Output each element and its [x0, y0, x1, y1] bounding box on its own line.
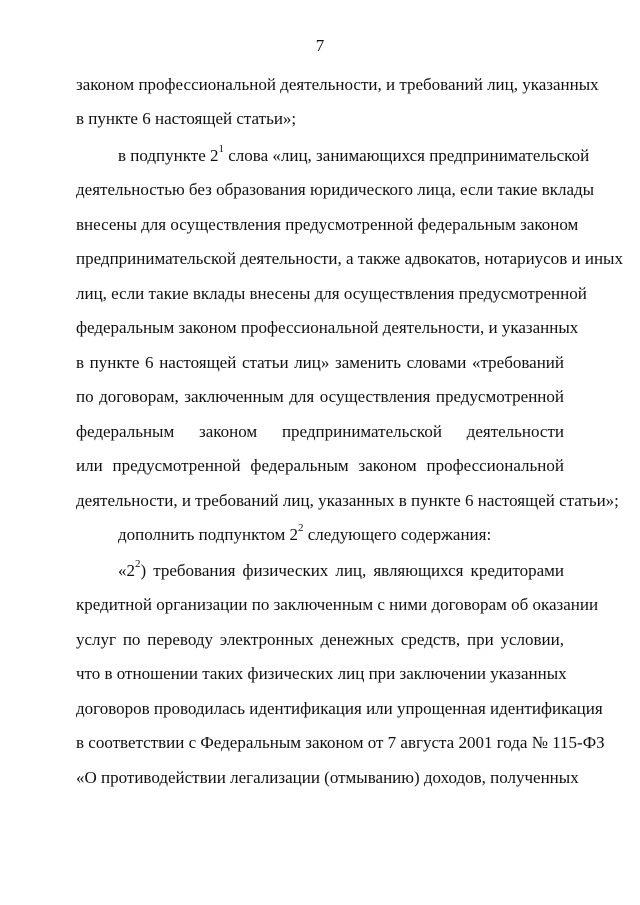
superscript-number: 2	[135, 558, 141, 571]
text-line: в пункте 6 настоящей статьи»;	[76, 109, 297, 128]
text-line: по договорам, заключенным для осуществления предусмотренной	[76, 387, 564, 406]
text-line: деятельностью без образования юридического лица, если такие вклады	[76, 180, 595, 199]
text-line: «О противодействии легализации (отмыванию) доходов, полученных	[76, 768, 579, 787]
superscript-number: 1	[218, 143, 224, 156]
page-number: 7	[315, 36, 325, 55]
text-line: федеральным законом профессиональной деятельности, и указанных	[76, 318, 579, 337]
superscript-number: 2	[298, 522, 304, 535]
text-line: законом профессиональной деятельности, и требований лиц, указанных	[76, 75, 599, 94]
text-line: предпринимательской деятельности, а также адвокатов, нотариусов и иных	[76, 249, 623, 268]
text-line: что в отношении таких физических лиц при заключении указанных	[76, 664, 567, 683]
text-line: внесены для осуществления предусмотренной федеральным законом	[76, 215, 579, 234]
text-line: в подпункте $2^1$ слова «лиц, занимающихся предпринимательской	[118, 143, 590, 165]
text-line: федеральным законом предпринимательской деятельности	[76, 422, 564, 441]
text-line: деятельности, и требований лиц, указанных в пункте 6 настоящей статьи»;	[76, 491, 619, 510]
text-line: дополнить подпунктом $2^2$ следующего содержания:	[118, 522, 492, 544]
text-line: кредитной организации по заключенным с ними договорам об оказании	[76, 595, 599, 614]
text-line: или предусмотренной федеральным законом профессиональной	[76, 456, 564, 475]
text-line: в соответствии с Федеральным законом от 7 августа 2001 года № 115-ФЗ	[76, 733, 605, 752]
text-line: лиц, если такие вклады внесены для осуществления предусмотренной	[76, 284, 587, 303]
text-line: договоров проводилась идентификация или упрощенная идентификация	[76, 699, 603, 718]
text-line: «$2^2$) требования физических лиц, являющихся кредиторами	[118, 558, 564, 580]
text-line: услуг по переводу электронных денежных средств, при условии,	[76, 630, 564, 649]
text-line: в пункте 6 настоящей статьи лиц» заменить словами «требований	[76, 353, 564, 372]
